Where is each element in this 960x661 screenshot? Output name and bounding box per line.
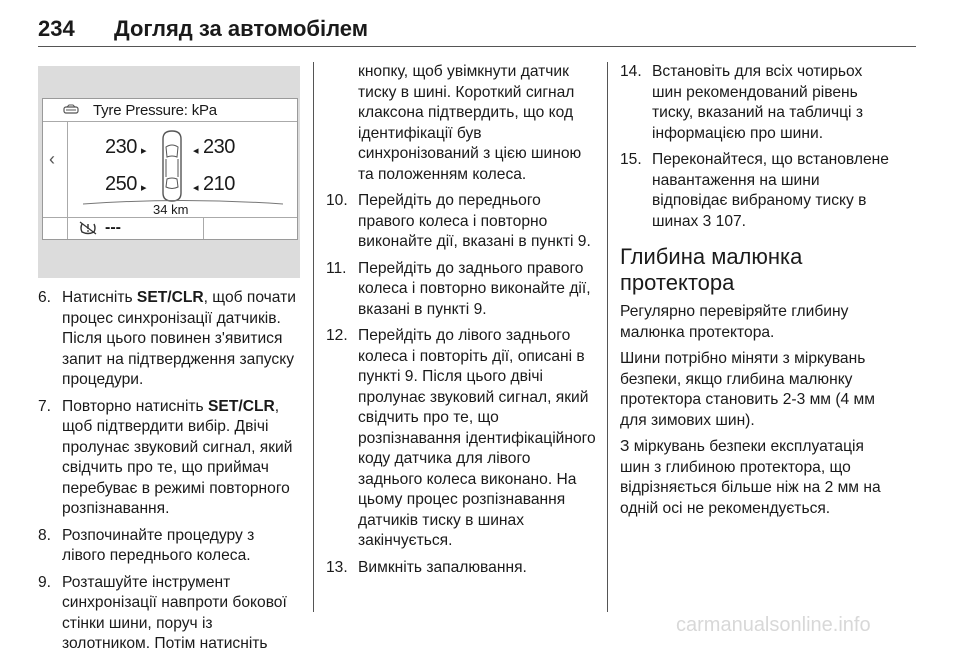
list-item: 7. Повторно натисніть SET/CLR, щоб підтвердити вибір. Двічі пролунає звуковий сигнал, який свідчить про те, що приймач перебуває в режимі повторного розпізнавання. [38,397,293,517]
column-divider [313,62,314,612]
tyre-pressure-figure [38,66,300,278]
tpms-status: --- [105,219,121,236]
list-item: 10. Перейдіть до переднього правого колеса і повторно виконайте дії, вказані в пункті 9. [326,192,591,250]
screen-divider [203,217,204,239]
instruction-list [38,288,300,655]
arrow-left-icon: ◂ [193,182,199,194]
column-divider [607,62,608,612]
page-header [38,10,918,46]
screen-divider [67,121,68,239]
list-item: 12. Перейдіть до лівого заднього колеса і повторіть дії, описані в пункті 9. Після цього двічі пролунає звуковий сигнал, який свідчить про те, що розпізнавання ідентифікаційного коду датчика для лівого заднього колеса виконано. На цьому процес розпізнавання датчиків тиску в шинах закінчується. [326,327,596,549]
list-item: 11. Перейдіть до заднього правого колеса і повторно виконайте дії, вказані в пункті 9. [326,259,591,318]
page-number: 234 [38,16,75,41]
page-title: Догляд за автомобілем [114,16,369,41]
column-1 [38,62,300,661]
instruction-list [620,62,890,232]
list-item: 15. Переконайтеся, що встановлене навантаження на шини відповідає вибраному тиску в шинах 3 107. [620,151,889,230]
arrow-right-icon: ▸ [141,145,147,157]
display-screen [42,98,298,240]
arrow-right-icon: ▸ [141,182,147,194]
rear-right-pressure: 210 [203,173,235,195]
column-2 [326,62,598,584]
distance-readout: 34 km [153,202,189,217]
list-item: 13. Вимкніть запалювання. [326,558,527,576]
front-left-pressure: 230 [105,136,137,158]
watermark: carmanualsonline.info [676,614,871,636]
page-reference-icon: 3 [702,212,712,230]
list-item: 8. Розпочинайте процедуру з лівого переднього колеса. [38,526,255,564]
chevron-left-icon: ‹ [49,149,55,169]
instruction-list [326,62,598,578]
section-heading: Глибина малюнка протектора [620,244,803,295]
car-top-view-icon [157,129,187,203]
list-item-continuation: кнопку, щоб увімкнути датчик тиску в шині. Короткий сигнал клаксона підтвердить, що код ідентифікації був синхронізований з цією шиною та положенням колеса. [358,63,582,183]
front-right-pressure: 230 [203,136,235,158]
list-item: 14. Встановіть для всіх чотирьох шин рекомендований рівень тиску, вказаний на табличці з інформацією про шини. [620,63,863,142]
column-3 [620,62,890,525]
header-rule [38,46,916,47]
car-icon [63,104,79,114]
distance-bar [83,199,283,205]
arrow-left-icon: ◂ [193,145,199,157]
tpms-warning-icon [79,221,97,235]
screen-title-row [43,99,297,122]
paragraph: Шини потрібно міняти з міркувань безпеки, якщо глибина малюнку протектора становить 2-3 мм (4 мм для зимових шин). [620,350,875,429]
list-item: 9. Розташуйте інструмент синхронізації навпроти бокової стінки шини, поруч із золотником. Потім натисніть [38,573,287,652]
paragraph: Регулярно перевіряйте глибину малюнка протектора. [620,303,849,341]
screen-title: Tyre Pressure: kPa [93,102,217,119]
paragraph: З міркувань безпеки експлуатація шин з глибиною протектора, що відрізняється більше ніж на 2 мм на одній осі не рекомендується. [620,438,881,517]
rear-left-pressure: 250 [105,173,137,195]
list-item: 6. Натисніть SET/CLR, щоб почати процес синхронізації датчиків. Після цього повинен з'явитися запит на підтвердження запуску процедури. [38,289,296,388]
